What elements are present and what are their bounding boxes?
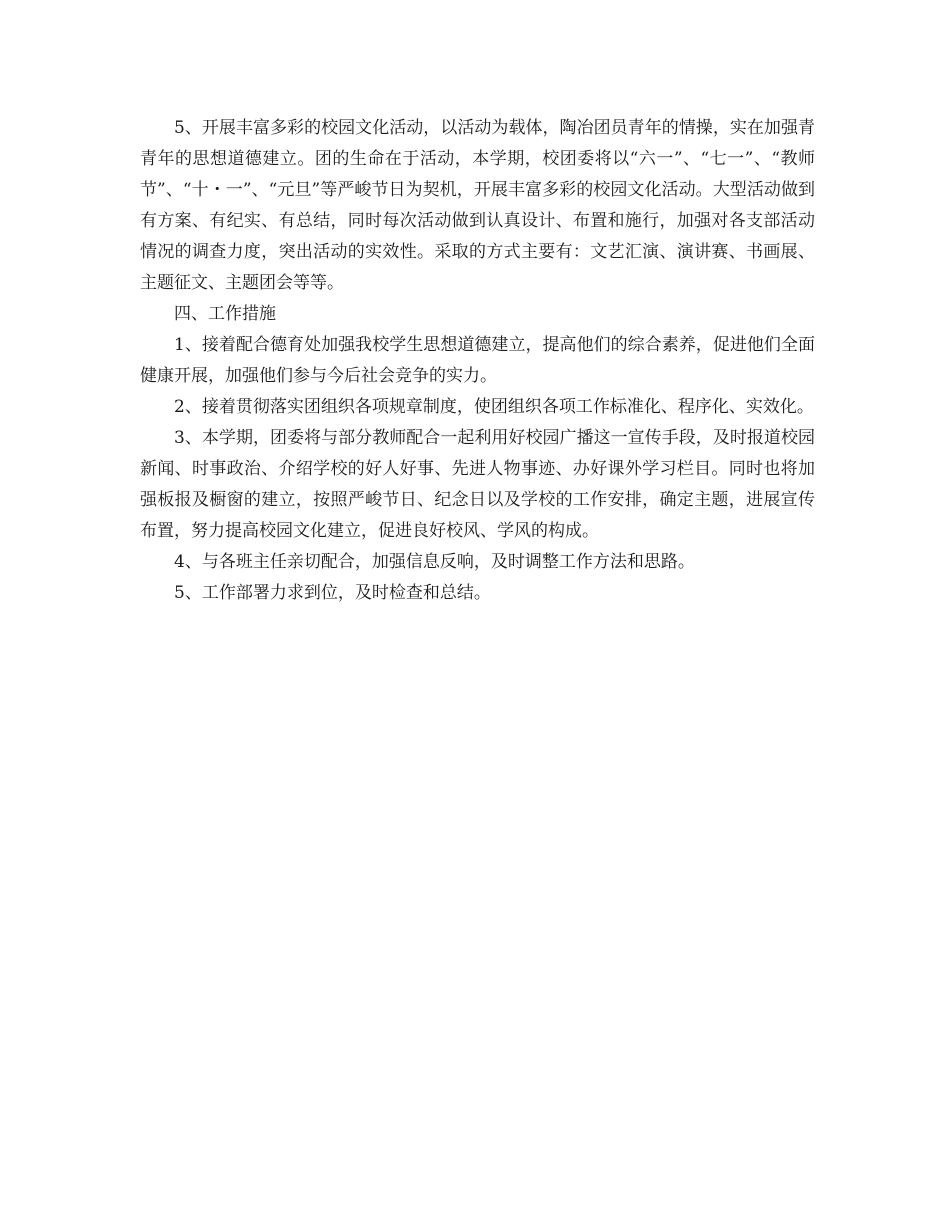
paragraph-measure-2: 2、接着贯彻落实团组织各项规章制度，使团组织各项工作标准化、程序化、实效化。 xyxy=(174,397,814,417)
paragraph-measure-3: 3、本学期，团委将与部分教师配合一起利用好校园广播这一宣传手段，及时报道校园新闻、时事政治、介绍学校的好人好事、先进人物事迹、办好课外学习栏目。同时也将加强板报及橱窗的建立，按照严峻节日、纪念日以及学校的工作安排，确定主题，进展宣传布置，努力提高校园文化建立，促进良好校风、学风的构成。 xyxy=(140,428,815,541)
section-heading-work-measures: 四、工作措施 xyxy=(174,304,276,324)
paragraph-measure-1: 1、接着配合德育处加强我校学生思想道德建立，提高他们的综合素养，促进他们全面健康开展，加强他们参与今后社会竞争的实力。 xyxy=(140,335,815,386)
paragraph-measure-4: 4、与各班主任亲切配合，加强信息反响，及时调整工作方法和思路。 xyxy=(174,552,695,572)
paragraph-measure-5: 5、工作部署力求到位，及时检查和总结。 xyxy=(174,583,491,603)
paragraph-campus-activities: 5、开展丰富多彩的校园文化活动，以活动为载体，陶冶团员青年的情操，实在加强青青年的思想道德建立。团的生命在于活动，本学期，校团委将以“六一”、“七一”、“教师节”、“十・一”、“元旦”等严峻节日为契机，开展丰富多彩的校园文化活动。大型活动做到有方案、有纪实、有总结，同时每次活动做到认真设计、布置和施行，加强对各支部活动情况的调查力度，突出活动的实效性。采取的方式主要有：文艺汇演、演讲赛、书画展、主题征文、主题团会等等。 xyxy=(140,118,815,293)
document-body xyxy=(140,113,815,609)
